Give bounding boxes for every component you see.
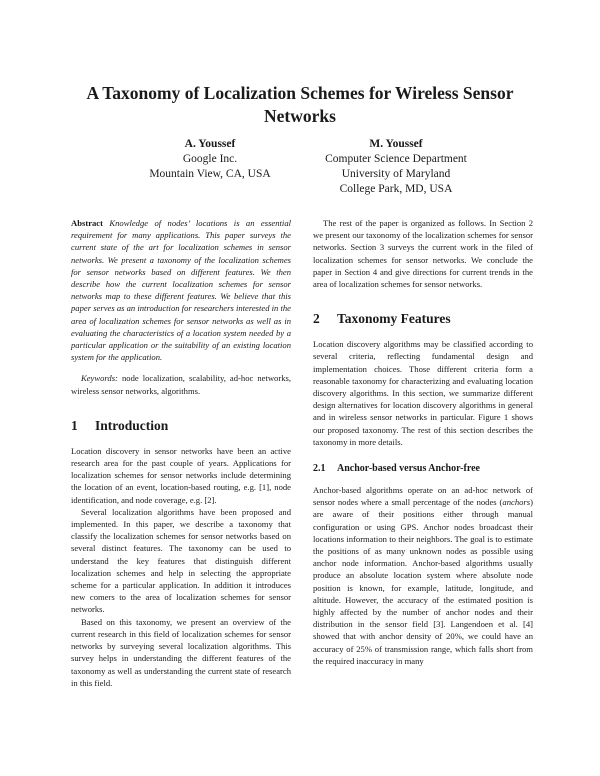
- author-name: A. Youssef: [184, 138, 236, 150]
- author-affiliation: University of Maryland: [341, 168, 451, 180]
- paragraph: Location discovery in sensor networks have been an active research area for the past couple of years. Applications for localization schemes for sensor networks include determining the location of an event, location-based routing, e.g. [1], node identification, and node coverage, e.g. [2].: [71, 445, 291, 505]
- right-column: [313, 217, 533, 667]
- author-location: Mountain View, CA, USA: [149, 168, 271, 180]
- author-affiliation: Google Inc.: [182, 153, 238, 165]
- paragraph: Based on this taxonomy, we present an overview of the current research in this field of localization schemes for sensor networks by surveying several localization algorithms. This survey helps in understanding the different features of the taxonomy as well as understanding the current state of research in this field.: [71, 616, 291, 688]
- paragraph: Location discovery algorithms may be classified according to several criteria, reflecting fundamental design and implementation choices. Those different criteria form a reasonable taxonomy for characterizing and evaluating location discovery algorithms. In this section, we summarize different design alternatives for location discovery algorithms in general and in wireless sensor networks in particular. Figure 1 shows our proposed taxonomy. The rest of this section describes the taxonomy in more details.: [313, 339, 533, 447]
- author-department: Computer Science Department: [325, 153, 467, 165]
- keywords-label: Keywords:: [81, 373, 118, 384]
- author-block-1: [130, 137, 290, 182]
- subsection-heading-anchor: [313, 462, 533, 475]
- abstract-text: Knowledge of nodes’ locations is an essential requirement for many applications. This paper surveys the current state of the art for localization schemes in sensor networks. We present a taxonomy of the localization schemes for sensor networks based on different features. We then describe how the current localization schemes for sensor networks map to these different features. We believe that this paper serves as an introduction for researchers interested in the area of localization schemes for sensor networks as well as in evaluating the characteristics of a location system needed by a particular application or the suitability of an existing location system for the application.: [71, 218, 291, 363]
- section-title: Taxonomy Features: [337, 311, 451, 327]
- section-heading-introduction: [71, 417, 291, 434]
- author-location: College Park, MD, USA: [339, 183, 453, 195]
- author-name: M. Youssef: [369, 138, 423, 150]
- emphasized-term: anchors: [502, 497, 531, 508]
- text-run: Anchor-based algorithms operate on an ad-hoc network of sensor nodes where a small percentage of the nodes (: [313, 485, 533, 508]
- subsection-title: Anchor-based versus Anchor-free: [337, 463, 480, 475]
- subsection-number: 2.1: [313, 463, 326, 475]
- section-heading-taxonomy: [313, 310, 533, 327]
- keywords-text: node localization, scalability, ad-hoc networks, wireless sensor networks, algorithms.: [71, 373, 291, 396]
- section-title: Introduction: [95, 417, 169, 433]
- abstract-label: Abstract: [71, 218, 103, 228]
- paragraph: [313, 484, 533, 667]
- paragraph: Several localization algorithms have been proposed and implemented. In this paper, we describe a taxonomy that classify the localization schemes for sensor networks based on several distinct features. The taxonomy can be used to understand the key features that distinguish different localization schemes and help in selecting the appropriate scheme for a particular application. In addition it introduces new comers to the area of localization schemes for sensor networks.: [71, 506, 291, 615]
- keywords: [71, 372, 291, 396]
- abstract: [71, 217, 291, 363]
- section-number: 1: [71, 417, 78, 433]
- author-block-2: [292, 137, 500, 197]
- text-run: ) are aware of their positions either through manual configuration or using GPS. Anchor nodes broadcast their locations information to their neighbors. The goal is to estimate the positions of as many unknown nodes as possible using anchor node information. Anchor-based algorithms usually produce an absolute location system where absolute node position is known, for example, latitude, longitude, and altitude. However, the accuracy of the estimated position is highly affected by the number of anchor nodes and their distribution in the sensor field [3]. Langendoen et al. [4] showed that with anchor density of 20%, we could have an accuracy of 25% of transmission range, which falls short from the required inaccuracy in many: [313, 497, 533, 666]
- paragraph: The rest of the paper is organized as follows. In Section 2 we present our taxonomy of the localization schemes for sensor networks. Section 3 surveys the current work in the filed of localization schemes for sensor networks. We conclude the paper in Section 4 and give directions for current trends in the area of localization schemes for sensor networks.: [313, 218, 533, 290]
- section-number: 2: [313, 311, 320, 327]
- paper-title: A Taxonomy of Localization Schemes for Wireless Sensor Networks: [86, 83, 514, 126]
- left-column: [71, 217, 291, 689]
